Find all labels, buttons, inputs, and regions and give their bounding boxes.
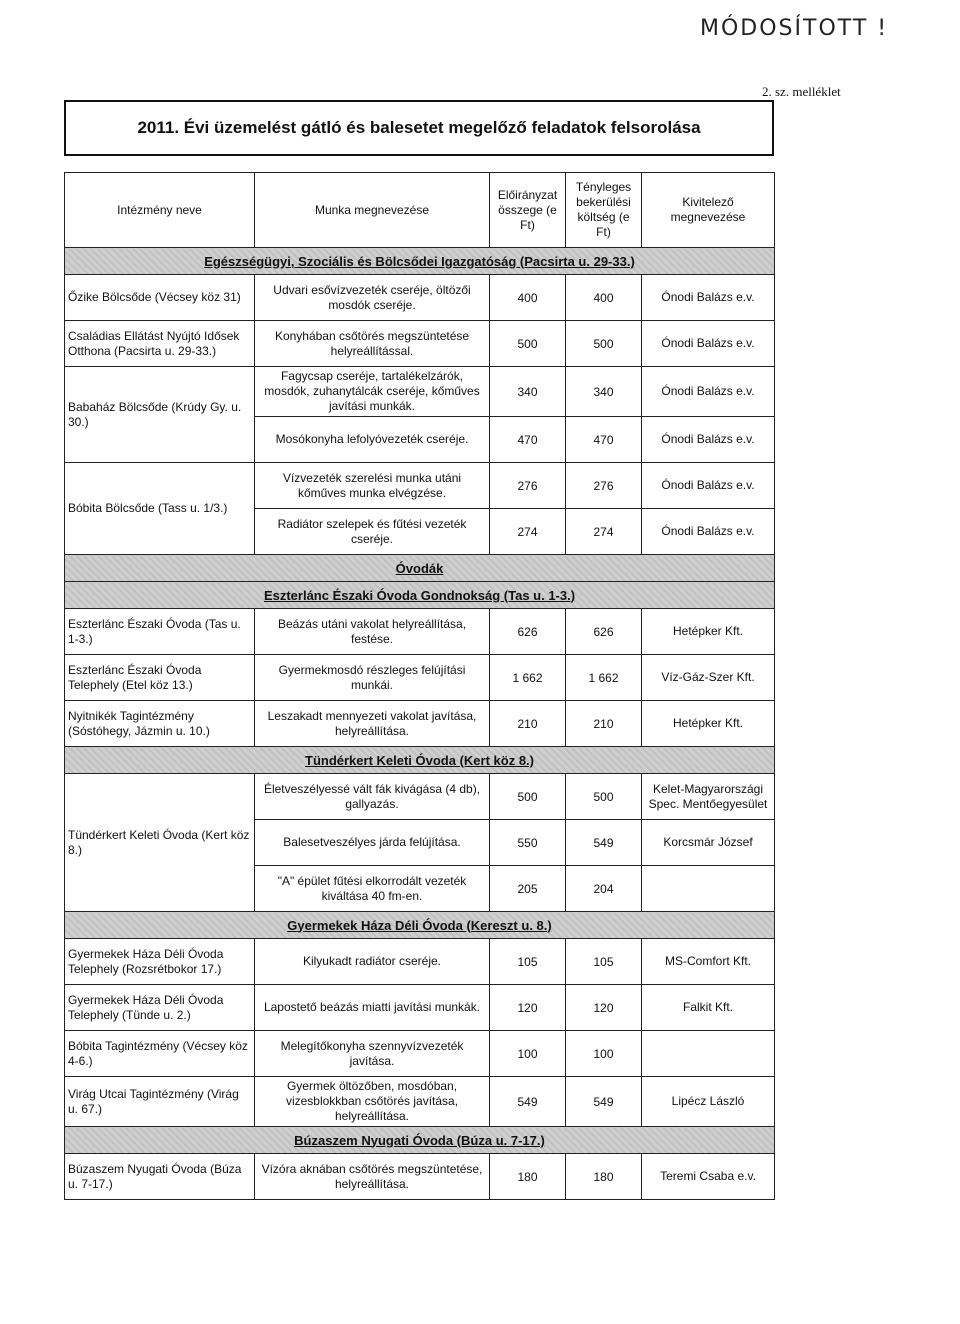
contractor-cell: Ónodi Balázs e.v. xyxy=(642,463,775,509)
actual-cost-cell: 105 xyxy=(566,939,642,985)
institution-cell: Babaház Bölcsőde (Krúdy Gy. u. 30.) xyxy=(65,367,255,463)
work-cell: Vízvezeték szerelési munka utáni kőműves munka elvégzése. xyxy=(255,463,490,509)
table-row xyxy=(65,655,775,701)
annex-label: 2. sz. melléklet xyxy=(762,84,841,99)
institution-cell: Tündérkert Keleti Óvoda (Kert köz 8.) xyxy=(65,774,255,912)
handwritten-note: MÓDOSÍTOTT ! xyxy=(700,16,889,41)
table-row xyxy=(65,367,775,417)
work-cell: Vízóra aknában csőtörés megszüntetése, helyreállítása. xyxy=(255,1154,490,1200)
header-row xyxy=(65,173,775,248)
contractor-cell xyxy=(642,866,775,912)
institution-cell: Gyermekek Háza Déli Óvoda Telephely (Rozsrétbokor 17.) xyxy=(65,939,255,985)
budget-cell: 100 xyxy=(490,1031,566,1077)
contractor-cell: Hetépker Kft. xyxy=(642,609,775,655)
institution-cell: Nyitnikék Tagintézmény (Sóstóhegy, Jázmin u. 10.) xyxy=(65,701,255,747)
actual-cost-cell: 340 xyxy=(566,367,642,417)
table-row xyxy=(65,463,775,509)
section-header-row xyxy=(65,747,775,774)
section-header-row xyxy=(65,555,775,582)
institution-cell: Eszterlánc Északi Óvoda Telephely (Etel köz 13.) xyxy=(65,655,255,701)
section-header-row xyxy=(65,248,775,275)
contractor-cell: MS-Comfort Kft. xyxy=(642,939,775,985)
contractor-cell: Hetépker Kft. xyxy=(642,701,775,747)
budget-cell: 400 xyxy=(490,275,566,321)
table-row xyxy=(65,609,775,655)
section-header-row xyxy=(65,912,775,939)
institution-cell: Őzike Bölcsőde (Vécsey köz 31) xyxy=(65,275,255,321)
table-row xyxy=(65,774,775,820)
actual-cost-cell: 500 xyxy=(566,321,642,367)
contractor-cell: Teremi Csaba e.v. xyxy=(642,1154,775,1200)
contractor-cell: Lipécz László xyxy=(642,1077,775,1127)
budget-cell: 205 xyxy=(490,866,566,912)
actual-cost-cell: 400 xyxy=(566,275,642,321)
budget-cell: 340 xyxy=(490,367,566,417)
contractor-cell: Ónodi Balázs e.v. xyxy=(642,509,775,555)
document-title: 2011. Évi üzemelést gátló és balesetet megelőző feladatok felsorolása xyxy=(64,100,774,156)
work-cell: Életveszélyessé vált fák kivágása (4 db), gallyazás. xyxy=(255,774,490,820)
header-budget: Előirányzat összege (e Ft) xyxy=(490,173,566,248)
budget-cell: 500 xyxy=(490,774,566,820)
work-cell: Konyhában csőtörés megszüntetése helyreállítással. xyxy=(255,321,490,367)
budget-cell: 120 xyxy=(490,985,566,1031)
section-title: Gyermekek Háza Déli Óvoda (Kereszt u. 8.) xyxy=(287,917,552,933)
institution-cell: Gyermekek Háza Déli Óvoda Telephely (Tünde u. 2.) xyxy=(65,985,255,1031)
budget-cell: 470 xyxy=(490,417,566,463)
table-row xyxy=(65,985,775,1031)
table-row xyxy=(65,701,775,747)
section-title: Óvodák xyxy=(395,560,444,576)
actual-cost-cell: 549 xyxy=(566,820,642,866)
section-title: Egészségügyi, Szociális és Bölcsődei Igazgatóság (Pacsirta u. 29-33.) xyxy=(204,253,635,269)
institution-cell: Virág Utcai Tagintézmény (Virág u. 67.) xyxy=(65,1077,255,1127)
work-cell: Mosókonyha lefolyóvezeték cseréje. xyxy=(255,417,490,463)
budget-cell: 1 662 xyxy=(490,655,566,701)
actual-cost-cell: 276 xyxy=(566,463,642,509)
institution-cell: Bóbita Bölcsőde (Tass u. 1/3.) xyxy=(65,463,255,555)
institution-cell: Családias Ellátást Nyújtó Idősek Otthona (Pacsirta u. 29-33.) xyxy=(65,321,255,367)
work-cell: Leszakadt mennyezeti vakolat javítása, helyreállítása. xyxy=(255,701,490,747)
section-header-row xyxy=(65,1127,775,1154)
contractor-cell: Ónodi Balázs e.v. xyxy=(642,321,775,367)
work-cell: "A" épület fűtési elkorrodált vezeték kiváltása 40 fm-en. xyxy=(255,866,490,912)
section-title: Tündérkert Keleti Óvoda (Kert köz 8.) xyxy=(305,752,534,768)
contractor-cell: Falkit Kft. xyxy=(642,985,775,1031)
work-cell: Melegítőkonyha szennyvízvezeték javítása. xyxy=(255,1031,490,1077)
budget-cell: 180 xyxy=(490,1154,566,1200)
institution-cell: Eszterlánc Északi Óvoda (Tas u. 1-3.) xyxy=(65,609,255,655)
budget-cell: 500 xyxy=(490,321,566,367)
work-cell: Lapostető beázás miatti javítási munkák. xyxy=(255,985,490,1031)
tasks-table xyxy=(64,172,775,1200)
work-cell: Udvari esővízvezeték cseréje, öltözői mosdók cseréje. xyxy=(255,275,490,321)
budget-cell: 276 xyxy=(490,463,566,509)
actual-cost-cell: 549 xyxy=(566,1077,642,1127)
table-body xyxy=(65,248,775,1200)
contractor-cell xyxy=(642,1031,775,1077)
budget-cell: 626 xyxy=(490,609,566,655)
actual-cost-cell: 1 662 xyxy=(566,655,642,701)
contractor-cell: Ónodi Balázs e.v. xyxy=(642,417,775,463)
section-header-row xyxy=(65,582,775,609)
budget-cell: 550 xyxy=(490,820,566,866)
institution-cell: Bóbita Tagintézmény (Vécsey köz 4-6.) xyxy=(65,1031,255,1077)
actual-cost-cell: 100 xyxy=(566,1031,642,1077)
section-title: Eszterlánc Északi Óvoda Gondnokság (Tas u. 1-3.) xyxy=(263,587,576,603)
contractor-cell: Korcsmár József xyxy=(642,820,775,866)
contractor-cell: Víz-Gáz-Szer Kft. xyxy=(642,655,775,701)
header-contractor: Kivitelező megnevezése xyxy=(642,173,775,248)
institution-cell: Búzaszem Nyugati Óvoda (Búza u. 7-17.) xyxy=(65,1154,255,1200)
actual-cost-cell: 120 xyxy=(566,985,642,1031)
section-title: Búzaszem Nyugati Óvoda (Búza u. 7-17.) xyxy=(294,1132,545,1148)
work-cell: Fagycsap cseréje, tartalékelzárók, mosdók, zuhanytálcák cseréje, kőműves javítási munkák. xyxy=(255,367,490,417)
budget-cell: 274 xyxy=(490,509,566,555)
header-work: Munka megnevezése xyxy=(255,173,490,248)
actual-cost-cell: 274 xyxy=(566,509,642,555)
table-row xyxy=(65,1077,775,1127)
table-row xyxy=(65,275,775,321)
contractor-cell: Ónodi Balázs e.v. xyxy=(642,367,775,417)
actual-cost-cell: 626 xyxy=(566,609,642,655)
actual-cost-cell: 500 xyxy=(566,774,642,820)
header-institution: Intézmény neve xyxy=(65,173,255,248)
work-cell: Radiátor szelepek és fűtési vezeték cseréje. xyxy=(255,509,490,555)
actual-cost-cell: 180 xyxy=(566,1154,642,1200)
budget-cell: 210 xyxy=(490,701,566,747)
header-actual: Tényleges bekerülési költség (e Ft) xyxy=(566,173,642,248)
actual-cost-cell: 204 xyxy=(566,866,642,912)
table-row xyxy=(65,321,775,367)
table-row xyxy=(65,1154,775,1200)
work-cell: Gyermek öltözőben, mosdóban, vizesblokkban csőtörés javítása, helyreállítása. xyxy=(255,1077,490,1127)
table-row xyxy=(65,1031,775,1077)
work-cell: Kilyukadt radiátor cseréje. xyxy=(255,939,490,985)
budget-cell: 105 xyxy=(490,939,566,985)
contractor-cell: Kelet-Magyarországi Spec. Mentőegyesület xyxy=(642,774,775,820)
actual-cost-cell: 210 xyxy=(566,701,642,747)
contractor-cell: Ónodi Balázs e.v. xyxy=(642,275,775,321)
work-cell: Balesetveszélyes járda felújítása. xyxy=(255,820,490,866)
work-cell: Beázás utáni vakolat helyreállítása, festése. xyxy=(255,609,490,655)
budget-cell: 549 xyxy=(490,1077,566,1127)
table-row xyxy=(65,939,775,985)
actual-cost-cell: 470 xyxy=(566,417,642,463)
work-cell: Gyermekmosdó részleges felújítási munkái. xyxy=(255,655,490,701)
